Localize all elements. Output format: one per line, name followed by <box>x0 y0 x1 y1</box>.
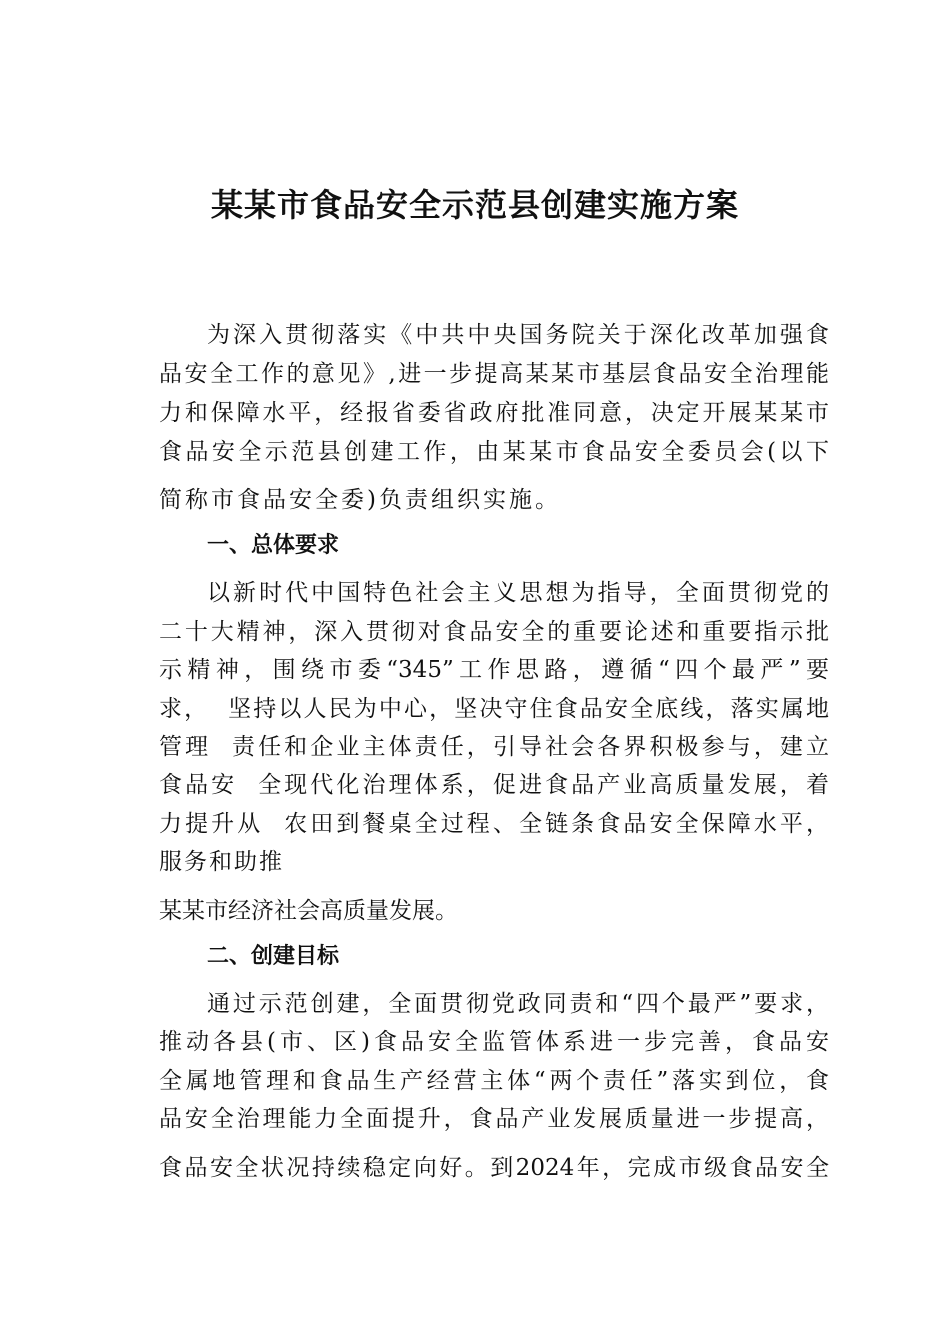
paragraph-line: 二十大精神，深入贯彻对食品安全的重要论述和重要指示批 <box>159 619 829 645</box>
paragraph-line: 全属地管理和食品生产经营主体“两个责任”落实到位，食 <box>159 1068 829 1094</box>
paragraph-line: 食品安 全现代化治理体系，促进食品产业高质量发展，着 <box>159 772 829 798</box>
paragraph-line: 服务和助推 <box>159 849 284 875</box>
paragraph-line: 示精神，围绕市委“345”工作思路，遵循“四个最严”要 <box>159 657 829 683</box>
section-heading-creation-goals: 二、创建目标 <box>207 944 340 969</box>
section-heading-overall-requirements: 一、总体要求 <box>207 533 340 558</box>
paragraph-line: 某某市经济社会高质量发展。 <box>159 898 458 924</box>
paragraph-line: 求， 坚持以人民为中心，坚决守住食品安全底线，落实属地 <box>159 696 829 722</box>
intro-line: 食品安全示范县创建工作，由某某市食品安全委员会(以下 <box>159 439 829 465</box>
paragraph-line: 食品安全状况持续稳定向好。到2024年，完成市级食品安全 <box>159 1155 829 1181</box>
intro-line: 为深入贯彻落实《中共中央国务院关于深化改革加强食 <box>207 322 829 348</box>
paragraph-line: 以新时代中国特色社会主义思想为指导，全面贯彻党的 <box>207 580 829 606</box>
paragraph-line: 通过示范创建，全面贯彻党政同责和“四个最严”要求， <box>207 991 829 1017</box>
paragraph-line: 管理 责任和企业主体责任，引导社会各界积极参与，建立 <box>159 734 829 760</box>
intro-line: 品安全工作的意见》,进一步提高某某市基层食品安全治理能 <box>159 361 829 387</box>
paragraph-line: 力提升从 农田到餐桌全过程、全链条食品安全保障水平， <box>159 811 829 837</box>
paragraph-line: 品安全治理能力全面提升，食品产业发展质量进一步提高， <box>159 1106 829 1132</box>
intro-line: 力和保障水平，经报省委省政府批准同意，决定开展某某市 <box>159 400 829 426</box>
page-title: 某某市食品安全示范县创建实施方案 <box>210 186 739 224</box>
paragraph-line: 推动各县(市、区)食品安全监管体系进一步完善，食品安 <box>159 1029 829 1055</box>
intro-line: 简称市食品安全委)负责组织实施。 <box>159 487 561 513</box>
